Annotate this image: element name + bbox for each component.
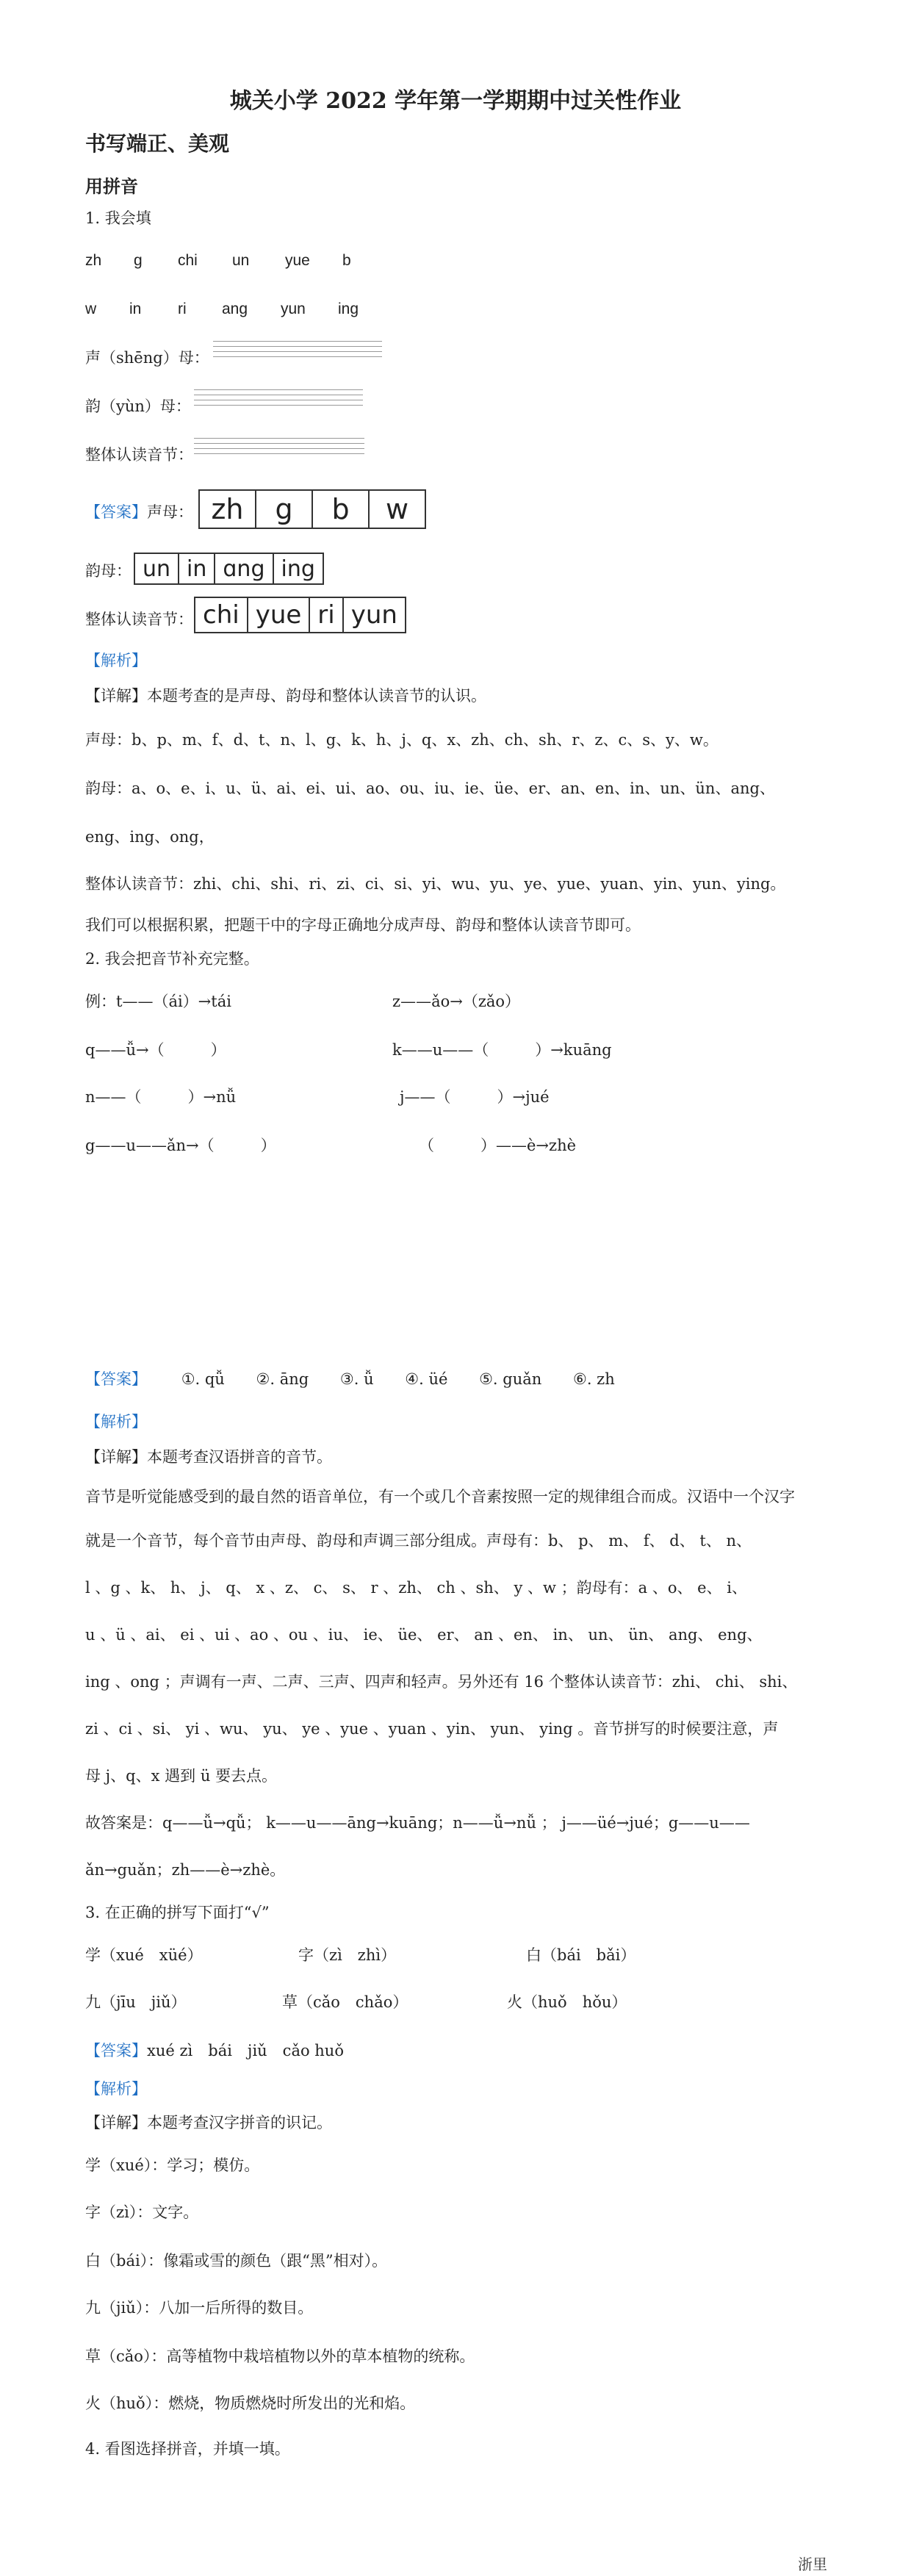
answer-item: ⑤. guǎn xyxy=(479,1370,542,1388)
q2-item-right: （ ）——è→zhè xyxy=(419,1137,577,1154)
grid-cell: yue xyxy=(248,597,310,633)
q2-title: 2. 我会把音节补充完整。 xyxy=(85,950,259,968)
answer-zhengti-label: 整体认读音节： xyxy=(85,611,193,628)
answer-item: ③. ǚ xyxy=(339,1370,374,1388)
label-shengmu: 声（shēng）母： xyxy=(85,349,209,367)
label-zhengti: 整体认读音节： xyxy=(85,446,193,464)
q2-item-left: q——ǚ→（ ） xyxy=(85,1041,226,1059)
definition-line: 学（xué）：学习；模仿。 xyxy=(85,2156,260,2174)
jiexi-tag: 【解析】 xyxy=(85,1413,147,1431)
answer-shengmu-label: 声母： xyxy=(147,503,193,521)
grid-cell: yun xyxy=(343,597,406,633)
answer-item: ①. qǚ xyxy=(181,1370,225,1388)
letter: ing xyxy=(338,301,359,317)
answer-tag: 【答案】 xyxy=(85,503,147,521)
yunmu-list-2: eng、ing、ong， xyxy=(85,828,215,846)
q2-item-left: g——u——ǎn→（ ） xyxy=(85,1137,276,1154)
q3-option[interactable]: 学（xué xüé） xyxy=(85,1946,203,1964)
section-heading-pinyin: 用拼音 xyxy=(85,176,138,197)
jiexi-tag: 【解析】 xyxy=(85,652,147,669)
q3-option[interactable]: 白（bái bǎi） xyxy=(526,1946,636,1964)
answer-item: ②. āng xyxy=(256,1370,309,1388)
answer-yunmu-label: 韵母： xyxy=(85,562,132,580)
definition-line: 火（huǒ）：燃烧，物质燃烧时所发出的光和焰。 xyxy=(85,2395,416,2412)
q2-item-left: n——（ ）→nǚ xyxy=(85,1088,237,1106)
q2-item-right: k——u——（ ）→kuāng xyxy=(392,1041,612,1059)
explanation-line: 就是一个音节，每个音节由声母、韵母和声调三部分组成。声母有：b、 p、 m、 f、 d、 t、 n、 xyxy=(85,1532,752,1550)
grid-cell: b xyxy=(312,490,369,528)
definition-line: 白（bái）：像霜或雪的颜色（跟“黑”相对）。 xyxy=(85,2252,388,2270)
q1-title: 1. 我会填 xyxy=(85,209,151,227)
explanation-line: 母 j、q、x 遇到 ü 要去点。 xyxy=(85,1767,278,1785)
grid-cell: ing xyxy=(273,553,323,584)
letter: un xyxy=(232,252,250,269)
jiexi-tag: 【解析】 xyxy=(85,2080,147,2098)
answer-item: ⑥. zh xyxy=(573,1370,615,1388)
conclusion-text: 我们可以根据积累，把题干中的字母正确地分成声母、韵母和整体认读音节即可。 xyxy=(85,916,641,934)
grid-cell: ɑng xyxy=(215,553,273,584)
letter: b xyxy=(342,252,351,269)
zhengti-list: 整体认读音节：zhi、chi、shi、ri、zi、ci、si、yi、wu、yu、ye、yue、yuan、yin、yun、ying。 xyxy=(85,875,786,893)
detail-text: 【详解】本题考查汉语拼音的音节。 xyxy=(85,1448,332,1466)
grid-cell: chi xyxy=(195,597,248,633)
answer-tag: 【答案】 xyxy=(85,1370,147,1388)
detail-text: 【详解】本题考查汉字拼音的识记。 xyxy=(85,2114,332,2131)
q4-title: 4. 看图选择拼音，并填一填。 xyxy=(85,2440,290,2458)
grid-cell: in xyxy=(179,553,215,584)
q3-option[interactable]: 九（jīu jiǔ） xyxy=(85,1993,187,2011)
q2-item-right: j——（ ）→jué xyxy=(400,1088,550,1106)
answer-tag: 【答案】 xyxy=(85,2042,147,2059)
q3-option[interactable]: 字（zì zhì） xyxy=(298,1946,397,1964)
grid-cell: w xyxy=(369,490,425,528)
answer-item: ④. üé xyxy=(405,1370,448,1388)
label-yunmu: 韵（yùn）母： xyxy=(85,397,191,415)
definition-line: 字（zì）：文字。 xyxy=(85,2203,199,2221)
definition-line: 九（jiǔ）：八加一后所得的数目。 xyxy=(85,2299,314,2317)
grid-cell: ri xyxy=(309,597,342,633)
yunmu-list-1: 韵母：a、o、e、i、u、ü、ai、ei、ui、ao、ou、iu、ie、üe、er、an、en、in、un、ün、ang、 xyxy=(85,780,775,797)
explanation-line: l 、g 、k、 h、 j、 q、 x 、z、 c、 s、 r 、zh、 ch 、sh、 y 、w ；韵母有：a 、o、 e、 i、 xyxy=(85,1579,747,1597)
letter: chi xyxy=(178,252,198,269)
answer-yunmu-grid xyxy=(134,553,324,585)
final-answer-line: ǎn→guǎn；zh——è→zhè。 xyxy=(85,1861,286,1879)
letter: yun xyxy=(281,301,306,317)
writing-lines[interactable] xyxy=(194,438,364,460)
letter: ang xyxy=(222,301,248,317)
section-heading-writing: 书写端正、美观 xyxy=(85,132,230,156)
definition-line: 草（cǎo）：高等植物中栽培植物以外的草本植物的统称。 xyxy=(85,2347,475,2365)
explanation-line: zi 、ci 、si、 yi 、wu、 yu、 ye 、yue 、yuan 、yin、 yun、 ying 。音节拼写的时候要注意，声 xyxy=(85,1720,779,1738)
grid-cell: g xyxy=(256,490,312,528)
q3-option[interactable]: 草（cǎo chǎo） xyxy=(282,1993,408,2011)
shengmu-list: 声母：b、p、m、f、d、t、n、l、g、k、h、j、q、x、zh、ch、sh、r、z、c、s、y、w。 xyxy=(85,731,719,749)
letter: zh xyxy=(85,252,102,269)
letter: w xyxy=(85,301,97,317)
letter: g xyxy=(134,252,143,269)
grid-cell: zh xyxy=(199,490,256,528)
writing-lines[interactable] xyxy=(194,389,363,411)
letter: ri xyxy=(178,301,187,317)
q3-title: 3. 在正确的拼写下面打“√” xyxy=(85,1904,270,1921)
answer-zhengti-grid xyxy=(194,597,406,633)
page-footer: 浙里 xyxy=(798,2555,827,2573)
answer-text: xué zì bái jiǔ cǎo huǒ xyxy=(147,2042,344,2059)
q3-answer-row xyxy=(85,2041,344,2060)
explanation-line: u 、ü 、ai、 ei 、ui 、ao 、ou 、iu、 ie、 üe、 er、 an 、en、 in、 un、 ün、 ang、 eng、 xyxy=(85,1626,763,1644)
explanation-line: ing 、ong ；声调有一声、二声、三声、四声和轻声。另外还有 16 个整体认读音节：zhi、 chi、 shi、 xyxy=(85,1673,798,1691)
q2-answer-row xyxy=(85,1370,615,1389)
page-title: 城关小学 2022 学年第一学期期中过关性作业 xyxy=(229,88,682,114)
final-answer-line: 故答案是：q——ǚ→qǚ； k——u——āng→kuāng；n——ǚ→nǚ ； j——üé→jué；g——u—— xyxy=(85,1814,750,1832)
answer-shengmu-grid xyxy=(198,489,426,529)
q2-example-left: 例：t——（ái）→tái xyxy=(85,993,231,1010)
q3-option[interactable]: 火（huǒ hǒu） xyxy=(507,1993,627,2011)
detail-text: 【详解】本题考查的是声母、韵母和整体认读音节的认识。 xyxy=(85,687,486,705)
letter: yue xyxy=(285,252,310,269)
q2-example-right: z——ǎo→（zǎo） xyxy=(392,993,521,1010)
q1-answer-row xyxy=(85,503,193,522)
grid-cell: un xyxy=(134,553,179,584)
letter: in xyxy=(129,301,142,317)
explanation-line: 音节是听觉能感受到的最自然的语音单位，有一个或几个音素按照一定的规律组合而成。汉语中一个汉字 xyxy=(85,1488,795,1505)
writing-lines[interactable] xyxy=(213,341,382,363)
